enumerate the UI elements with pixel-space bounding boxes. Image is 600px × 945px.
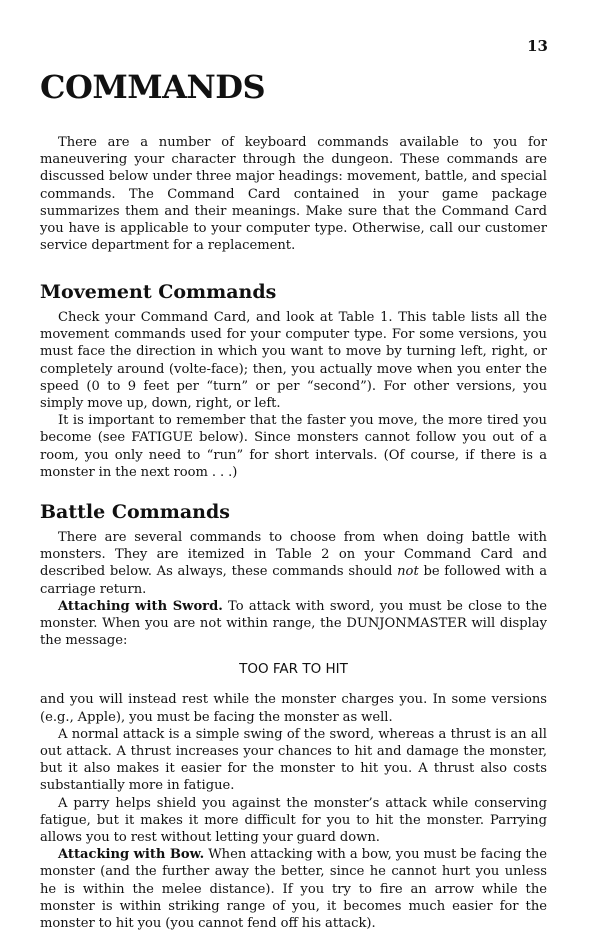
- bow-lead: Attacking with Bow.: [58, 847, 205, 863]
- normal-attack-paragraph: A normal attack is a simple swing of the sword, whereas a thrust is an all out attack. A thrust increases your chances to hit and damage the monster, but it also makes it easier for the monster to hit you. A thrust also costs substantially more in fatigue.: [40, 726, 547, 794]
- battle-section: [40, 501, 547, 932]
- bow-text: When attacking with a bow, you must be facing the monster (and the further away the better, since he cannot hurt you unless he is within the melee distance). If you try to fire an arrow while the monster is within striking range of you, it becomes much easier for the monster to hit you (you cannot fend off his attack).: [40, 847, 547, 932]
- sword-lead: Attaching with Sword.: [58, 598, 223, 614]
- page-number: 13: [527, 37, 548, 55]
- movement-paragraph-2: It is important to remember that the faster you move, the more tired you become (see FATIGUE below). Since monsters cannot follow you out of a room, you only need to “run” for short intervals. (Of course, if there is a monster in the next room . . .): [40, 413, 547, 480]
- intro-paragraph: There are a number of keyboard commands available to you for maneuvering your character through the dungeon. These commands are discussed below under three major headings: movement, battle, and special commands. The Command Card contained in your game package summarizes them and their meanings. Make sure that the Command Card you have is applicable to your computer type. Otherwise, call our customer service department for a replacement.: [40, 135, 547, 254]
- movement-section: [40, 281, 547, 481]
- movement-heading: Movement Commands: [40, 281, 277, 303]
- page-title: COMMANDS: [40, 68, 266, 106]
- too-far-message: TOO FAR TO HIT: [239, 661, 348, 678]
- movement-paragraph-1: Check your Command Card, and look at Table 1. This table lists all the movement commands used for your computer type. For some versions, you must face the direction in which you want to move by turning left, right, or completely around (volte-face); then, you actually move when you enter the speed (0 to 9 feet per “turn” or per “second”). For other versions, you simply move up, down, right, or left.: [40, 310, 547, 412]
- battle-p1-after: be followed with a carriage return.: [40, 564, 548, 597]
- battle-p1-emphasis: not: [397, 564, 419, 580]
- sword-paragraph: [40, 598, 547, 650]
- bow-paragraph: [40, 846, 547, 932]
- battle-p1-before: There are several commands to choose from when doing battle with monsters. They are itemized in Table 2 on your Command Card and described below. As always, these commands should: [40, 530, 547, 580]
- intro-section: [40, 134, 547, 254]
- parry-paragraph: A parry helps shield you against the monster’s attack while conserving fatigue, but it makes it more difficult for you to hit the monster. Parrying allows you to rest without letting your guard down.: [40, 795, 547, 846]
- battle-paragraph-1: [40, 529, 547, 598]
- after-message-paragraph: and you will instead rest while the monster charges you. In some versions (e.g., Apple), you must be facing the monster as well.: [40, 692, 547, 725]
- battle-heading: Battle Commands: [40, 501, 230, 523]
- sword-text: To attack with sword, you must be close to the monster. When you are not within range, the DUNJONMASTER will display the message:: [40, 598, 547, 649]
